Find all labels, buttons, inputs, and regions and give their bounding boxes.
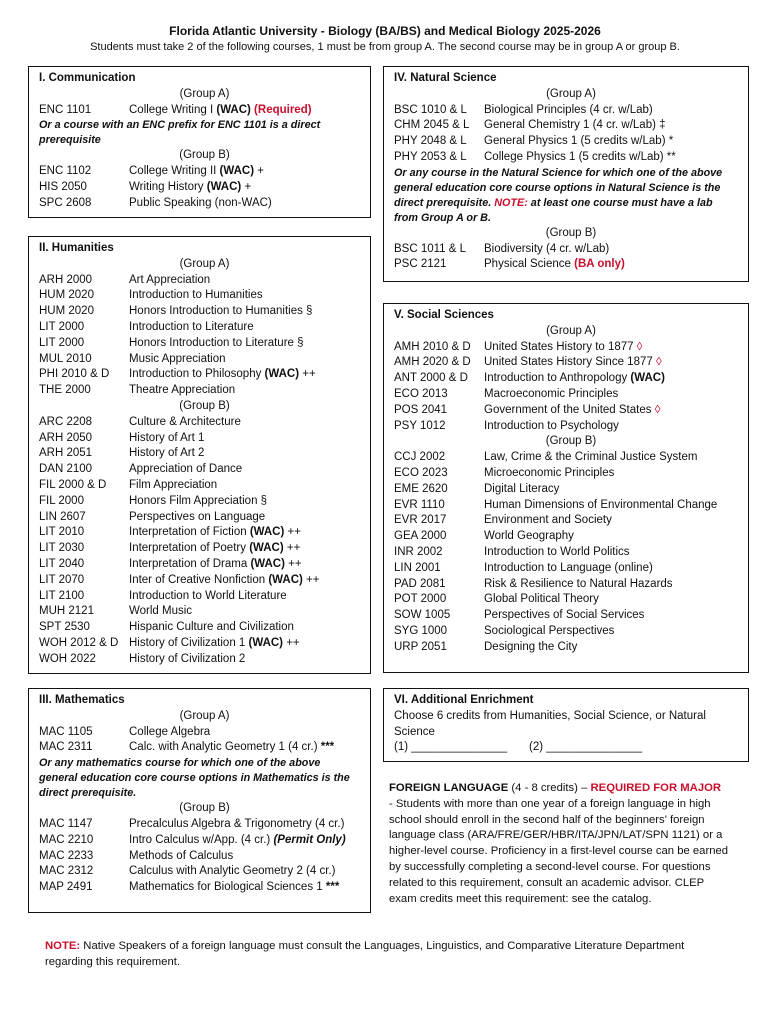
course-code: LIT 2100 xyxy=(39,589,85,602)
page-title: Florida Atlantic University - Biology (BA/BS) and Medical Biology 2025-2026 xyxy=(169,24,601,38)
course-code: ARH 2000 xyxy=(39,273,93,286)
communication-section xyxy=(28,66,371,218)
course-row xyxy=(394,513,748,529)
course-name: Introduction to Literature xyxy=(129,320,254,333)
course-row xyxy=(39,367,370,383)
course-name: Interpretation of Drama (WAC) ++ xyxy=(129,557,302,570)
course-name: Perspectives of Social Services xyxy=(484,609,645,622)
course-code: GEA 2000 xyxy=(394,530,447,543)
course-code: PHI 2010 & D xyxy=(39,368,110,381)
course-name: Culture & Architecture xyxy=(129,415,241,428)
course-row xyxy=(394,640,748,656)
enrichment-title: VI. Additional Enrichment xyxy=(394,694,534,706)
course-code: EVR 1110 xyxy=(394,498,445,511)
foreign-language-text: - Students with more than one year of a foreign language in high school should enroll in the second half of the beginners' foreign language class (ARA/FRE/GER/HBR/ITA/JPN/LAT/SPN 1121) or a higher-level course. Proficiency in a first-level course can be earned by successfully completing a second-level course. For questions related to this requirement, consult an academic advisor. CLEP exam credits meet this requirement: see the catalog. xyxy=(389,797,729,905)
course-code: LIT 2040 xyxy=(39,557,85,570)
course-name: Government of the United States ◊ xyxy=(484,403,661,416)
course-code: CHM 2045 & L xyxy=(394,119,470,132)
course-code: ANT 2000 & D xyxy=(394,372,468,385)
course-name: Inter of Creative Nonfiction (WAC) ++ xyxy=(129,573,320,586)
course-name: College Physics 1 (5 credits w/Lab) ** xyxy=(484,150,676,163)
foreign-language-label: FOREIGN LANGUAGE xyxy=(389,782,509,794)
course-row xyxy=(39,383,370,399)
course-code: PAD 2081 xyxy=(394,577,446,590)
course-name: Precalculus Algebra & Trigonometry (4 cr.) xyxy=(129,817,345,830)
course-name: Law, Crime & the Criminal Justice System xyxy=(484,451,698,464)
course-code: HIS 2050 xyxy=(39,180,87,193)
course-code: MAC 2312 xyxy=(39,865,94,878)
course-name: Designing the City xyxy=(484,640,578,653)
course-row xyxy=(39,573,370,589)
course-name: World Geography xyxy=(484,530,574,543)
communication-note: Or a course with an ENC prefix for ENC 1101 is a direct prerequisite xyxy=(39,119,321,147)
course-code: URP 2051 xyxy=(394,640,447,653)
course-code: ARH 2051 xyxy=(39,447,93,460)
mathematics-note: Or any mathematics course for which one of the above general education core course options in Mathematics is the direct prerequisite. xyxy=(39,757,350,800)
social-sciences-group-a-label: (Group A) xyxy=(546,324,596,337)
course-row xyxy=(39,164,370,180)
natural-science-note-label: NOTE: xyxy=(494,196,528,209)
course-row xyxy=(39,180,370,196)
course-row xyxy=(394,150,748,166)
course-name: Public Speaking (non-WAC) xyxy=(129,196,272,209)
course-code: INR 2002 xyxy=(394,545,443,558)
course-row xyxy=(394,387,748,403)
course-code: FIL 2000 xyxy=(39,494,84,507)
course-name: Microeconomic Principles xyxy=(484,466,615,479)
humanities-title: II. Humanities xyxy=(39,242,114,254)
course-code: HUM 2020 xyxy=(39,289,94,302)
course-name: Introduction to World Literature xyxy=(129,589,287,602)
course-name: History of Civilization 2 xyxy=(129,652,246,665)
page-subtitle: Students must take 2 of the following courses, 1 must be from group A. The second course may be in group A or group B. xyxy=(90,41,680,53)
course-code: BSC 1010 & L xyxy=(394,103,467,116)
social-sciences-title: V. Social Sciences xyxy=(394,309,494,321)
course-name: History of Civilization 1 (WAC) ++ xyxy=(129,636,300,649)
course-name: College Writing II (WAC) + xyxy=(129,165,264,178)
course-row xyxy=(39,636,370,652)
course-row xyxy=(394,403,748,419)
course-row xyxy=(39,725,370,741)
enrichment-blank-1[interactable]: (1) _______________ xyxy=(394,741,508,754)
course-code: LIT 2030 xyxy=(39,542,85,555)
course-name: College Algebra xyxy=(129,725,211,738)
course-name: Biodiversity (4 cr. w/Lab) xyxy=(484,242,610,255)
course-row xyxy=(39,494,370,510)
natural-science-section xyxy=(383,66,749,282)
course-row xyxy=(39,864,370,880)
course-row xyxy=(39,462,370,478)
course-code: LIT 2000 xyxy=(39,320,85,333)
course-code: LIT 2000 xyxy=(39,336,85,349)
course-row xyxy=(394,242,748,258)
course-code: LIT 2070 xyxy=(39,573,85,586)
course-code: MUL 2010 xyxy=(39,352,92,365)
course-name: Art Appreciation xyxy=(129,273,211,286)
course-row xyxy=(39,352,370,368)
course-row xyxy=(39,620,370,636)
course-row xyxy=(39,103,370,119)
course-code: ARC 2208 xyxy=(39,415,93,428)
course-name: Introduction to Humanities xyxy=(129,289,263,302)
enrichment-section xyxy=(383,688,749,762)
course-code: CCJ 2002 xyxy=(394,451,446,464)
course-row xyxy=(394,561,748,577)
course-name: Introduction to Philosophy (WAC) ++ xyxy=(129,368,316,381)
course-row xyxy=(394,592,748,608)
course-code: POS 2041 xyxy=(394,403,448,416)
course-row xyxy=(39,196,370,212)
course-row xyxy=(39,880,370,896)
natural-science-group-b-label: (Group B) xyxy=(545,226,597,239)
course-row xyxy=(394,340,748,356)
course-name: Calc. with Analytic Geometry 1 (4 cr.) *** xyxy=(129,741,335,754)
course-row xyxy=(394,355,748,371)
course-name: Intro Calculus w/App. (4 cr.) (Permit Only) xyxy=(129,833,346,846)
mathematics-title: III. Mathematics xyxy=(39,694,125,706)
course-row xyxy=(39,525,370,541)
course-name: General Physics 1 (5 credits w/Lab) * xyxy=(484,135,674,148)
course-row xyxy=(394,419,748,435)
course-code: PSY 1012 xyxy=(394,419,446,432)
course-row xyxy=(394,371,748,387)
mathematics-section xyxy=(28,688,371,913)
course-code: FIL 2000 & D xyxy=(39,478,107,491)
course-code: SYG 1000 xyxy=(394,624,448,637)
course-code: ECO 2023 xyxy=(394,466,448,479)
course-row xyxy=(39,288,370,304)
course-code: MAC 2311 xyxy=(39,741,93,754)
course-row xyxy=(39,589,370,605)
course-row xyxy=(394,118,748,134)
course-code: PHY 2053 & L xyxy=(394,150,467,163)
course-name: Environment and Society xyxy=(484,514,612,527)
course-row xyxy=(39,557,370,573)
course-code: MAP 2491 xyxy=(39,881,93,894)
course-name: History of Art 2 xyxy=(129,447,205,460)
course-row xyxy=(394,450,748,466)
course-name: Film Appreciation xyxy=(129,478,218,491)
course-row xyxy=(394,134,748,150)
course-name: World Music xyxy=(129,605,193,618)
enrichment-text: Choose 6 credits from Humanities, Social Science, or Natural Science xyxy=(394,709,706,738)
course-name: Methods of Calculus xyxy=(129,849,234,862)
course-name: Perspectives on Language xyxy=(129,510,266,523)
communication-title: I. Communication xyxy=(39,72,136,84)
course-name: Introduction to World Politics xyxy=(484,545,630,558)
mathematics-group-a-label: (Group A) xyxy=(179,709,230,722)
course-row xyxy=(39,652,370,668)
course-row xyxy=(394,577,748,593)
course-name: Biological Principles (4 cr. w/Lab) xyxy=(484,103,653,116)
course-code: MAC 1147 xyxy=(39,817,93,830)
course-name: Mathematics for Biological Sciences 1 *** xyxy=(129,881,340,894)
course-row xyxy=(394,103,748,119)
communication-group-b-label: (Group B) xyxy=(179,149,230,162)
course-name: Human Dimensions of Environmental Change xyxy=(484,498,718,511)
course-code: SPT 2530 xyxy=(39,621,90,634)
course-name: Honors Introduction to Humanities § xyxy=(129,305,313,318)
course-code: PHY 2048 & L xyxy=(394,135,467,148)
course-row xyxy=(39,541,370,557)
communication-group-a-label: (Group A) xyxy=(179,87,230,100)
humanities-group-a-label: (Group A) xyxy=(179,257,230,270)
course-code: LIN 2607 xyxy=(39,510,86,523)
course-name: Appreciation of Dance xyxy=(129,463,243,476)
course-row xyxy=(394,529,748,545)
course-row xyxy=(394,257,748,273)
natural-science-group-a-label: (Group A) xyxy=(546,87,596,100)
course-name: Interpretation of Poetry (WAC) ++ xyxy=(129,542,301,555)
humanities-section xyxy=(28,236,371,674)
course-name: College Writing I (WAC) (Required) xyxy=(129,103,312,116)
course-code: THE 2000 xyxy=(39,384,91,397)
foreign-language-required: REQUIRED FOR MAJOR xyxy=(590,782,722,794)
social-sciences-group-b-label: (Group B) xyxy=(545,435,597,448)
course-code: AMH 2020 & D xyxy=(394,356,471,369)
course-name: Risk & Resilience to Natural Hazards xyxy=(484,577,673,590)
course-row xyxy=(39,446,370,462)
course-code: EVR 2017 xyxy=(394,514,447,527)
course-name: General Chemistry 1 (4 cr. w/Lab) ‡ xyxy=(484,119,666,132)
course-row xyxy=(394,624,748,640)
course-code: POT 2000 xyxy=(394,593,447,606)
course-code: LIN 2001 xyxy=(394,561,441,574)
course-name: Introduction to Psychology xyxy=(484,419,619,432)
social-sciences-section xyxy=(383,303,749,673)
course-name: Writing History (WAC) + xyxy=(129,180,252,193)
course-row xyxy=(39,604,370,620)
footer-note: NOTE: Native Speakers of a foreign language must consult the Languages, Linguistics, and Comparative Literature Department regarding this requirement. xyxy=(45,940,685,968)
course-name: Theatre Appreciation xyxy=(129,384,236,397)
course-row xyxy=(39,849,370,865)
course-code: WOH 2012 & D xyxy=(39,636,119,649)
course-name: Music Appreciation xyxy=(129,352,226,365)
course-row xyxy=(394,545,748,561)
course-row xyxy=(39,833,370,849)
course-row xyxy=(394,482,748,498)
course-name: Honors Introduction to Literature § xyxy=(129,336,304,349)
foreign-language-block: FOREIGN LANGUAGE (4 - 8 credits) – REQUIRED FOR MAJOR - Students with more than one year of a foreign language in high school should enroll in the second half of the beginners' foreign language class (ARA/FRE/GER/HBR/ITA/JPN/LAT/SPN 1121) or a higher-level course. Proficiency in a first-level course can be earned by successfully completing a second-level course. For questions related to this requirement, consult an academic advisor. CLEP exam credits meet this requirement: see the catalog. xyxy=(389,781,734,907)
course-row xyxy=(39,478,370,494)
course-row xyxy=(39,273,370,289)
course-row xyxy=(39,817,370,833)
course-name: United States History Since 1877 ◊ xyxy=(484,356,662,369)
course-code: WOH 2022 xyxy=(39,652,96,665)
course-code: HUM 2020 xyxy=(39,305,94,318)
course-code: ECO 2013 xyxy=(394,387,448,400)
footer-note-label: NOTE: xyxy=(45,940,81,952)
course-row xyxy=(39,415,370,431)
course-code: MAC 1105 xyxy=(39,725,93,738)
course-code: SOW 1005 xyxy=(394,609,451,622)
course-name: United States History to 1877 ◊ xyxy=(484,340,643,353)
course-row xyxy=(394,498,748,514)
natural-science-note: Or any course in the Natural Science for which one of the above general education core course options in Natural Science is the direct prerequisite. NOTE: at least one course must have a lab from Group A or B. xyxy=(394,166,723,224)
course-row xyxy=(39,740,370,756)
course-code: AMH 2010 & D xyxy=(394,340,471,353)
course-name: History of Art 1 xyxy=(129,431,205,444)
course-name: Honors Film Appreciation § xyxy=(129,494,268,507)
course-row xyxy=(39,336,370,352)
course-code: EME 2620 xyxy=(394,482,448,495)
humanities-group-b-label: (Group B) xyxy=(179,399,230,412)
course-name: Digital Literacy xyxy=(484,482,560,495)
course-name: Calculus with Analytic Geometry 2 (4 cr.) xyxy=(129,865,336,878)
course-code: ENC 1101 xyxy=(39,103,92,116)
course-code: ENC 1102 xyxy=(39,165,92,178)
course-code: LIT 2010 xyxy=(39,526,85,539)
course-row xyxy=(394,608,748,624)
course-code: BSC 1011 & L xyxy=(394,242,467,255)
course-code: MUH 2121 xyxy=(39,605,94,618)
course-row xyxy=(39,304,370,320)
course-name: Macroeconomic Principles xyxy=(484,387,619,400)
course-row xyxy=(39,320,370,336)
course-row xyxy=(394,466,748,482)
enrichment-blank-2[interactable]: (2) _______________ xyxy=(529,741,643,754)
natural-science-title: IV. Natural Science xyxy=(394,72,497,84)
course-name: Hispanic Culture and Civilization xyxy=(129,621,294,634)
course-code: DAN 2100 xyxy=(39,463,93,476)
course-row xyxy=(39,431,370,447)
course-name: Introduction to Language (online) xyxy=(484,561,653,574)
course-code: MAC 2233 xyxy=(39,849,94,862)
mathematics-group-b-label: (Group B) xyxy=(179,802,230,815)
course-name: Global Political Theory xyxy=(484,593,599,606)
course-name: Introduction to Anthropology (WAC) xyxy=(484,372,665,385)
course-name: Physical Science (BA only) xyxy=(484,258,625,271)
course-name: Sociological Perspectives xyxy=(484,624,615,637)
course-code: ARH 2050 xyxy=(39,431,93,444)
course-row xyxy=(39,510,370,526)
course-code: MAC 2210 xyxy=(39,833,94,846)
course-name: Interpretation of Fiction (WAC) ++ xyxy=(129,526,301,539)
course-code: SPC 2608 xyxy=(39,196,92,209)
course-code: PSC 2121 xyxy=(394,258,447,271)
